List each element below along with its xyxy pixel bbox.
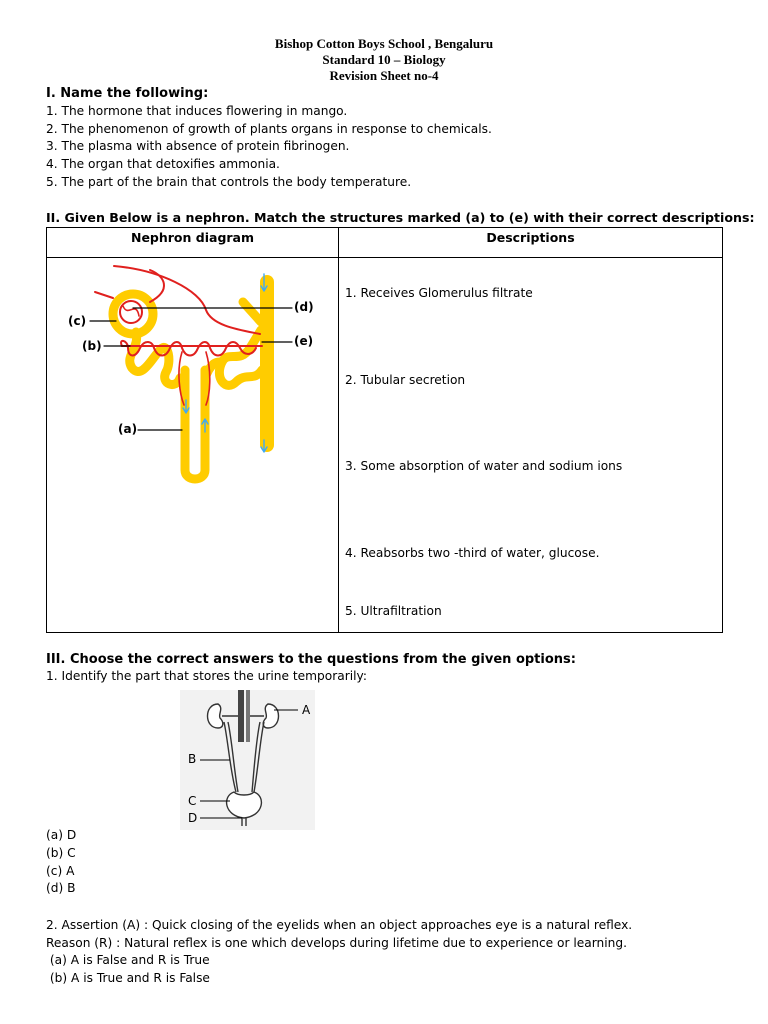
label-C: C <box>188 794 197 808</box>
section1-item: 4. The organ that detoxifies ammonia. <box>46 157 280 171</box>
label-c: (c) <box>68 314 87 328</box>
question-1: 1. Identify the part that stores the urine temporarily: <box>46 669 367 683</box>
section3-title: III. Choose the correct answers to the questions from the given options: <box>46 652 576 667</box>
section1-item: 5. The part of the brain that controls the body temperature. <box>46 175 412 189</box>
q1-option: (a) D <box>46 828 77 842</box>
label-A: A <box>302 703 311 717</box>
q2-assertion: 2. Assertion (A) : Quick closing of the eyelids when an object approaches eye is a natural reflex. <box>46 918 633 932</box>
label-a: (a) <box>118 422 138 436</box>
q1-option: (b) C <box>46 846 76 860</box>
sheet-title: Revision Sheet no-4 <box>329 68 439 83</box>
q2-option: (a) A is False and R is True <box>46 953 210 967</box>
q1-option: (c) A <box>46 864 75 878</box>
description-item: 5. Ultrafiltration <box>345 604 442 618</box>
description-item: 2. Tubular secretion <box>345 373 466 387</box>
description-item: 3. Some absorption of water and sodium ions <box>345 459 623 473</box>
descriptions-column-header: Descriptions <box>339 228 723 258</box>
section2-title: II. Given Below is a nephron. Match the structures marked (a) to (e) with their correct descriptions: <box>46 210 755 225</box>
description-item: 1. Receives Glomerulus filtrate <box>345 286 533 300</box>
q2-reason: Reason (R) : Natural reflex is one which develops during lifetime due to experience or learning. <box>46 936 627 950</box>
label-D: D <box>188 811 198 825</box>
section1-item: 2. The phenomenon of growth of plants organs in response to chemicals. <box>46 122 492 136</box>
description-item: 4. Reabsorbs two -third of water, glucose. <box>345 546 600 560</box>
label-e: (e) <box>294 334 314 348</box>
nephron-column-header: Nephron diagram <box>47 228 339 258</box>
q1-option: (d) B <box>46 881 76 895</box>
urinary-system-diagram <box>180 690 315 830</box>
label-d: (d) <box>294 300 314 314</box>
q2-option: (b) A is True and R is False <box>46 971 210 985</box>
section1-title: I. Name the following: <box>46 86 209 101</box>
section1-item: 3. The plasma with absence of protein fibrinogen. <box>46 139 350 153</box>
label-b: (b) <box>82 339 102 353</box>
school-name: Bishop Cotton Boys School , Bengaluru <box>274 36 494 51</box>
label-B: B <box>188 752 197 766</box>
standard-title: Standard 10 – Biology <box>322 52 446 67</box>
section1-item: 1. The hormone that induces flowering in mango. <box>46 104 348 118</box>
